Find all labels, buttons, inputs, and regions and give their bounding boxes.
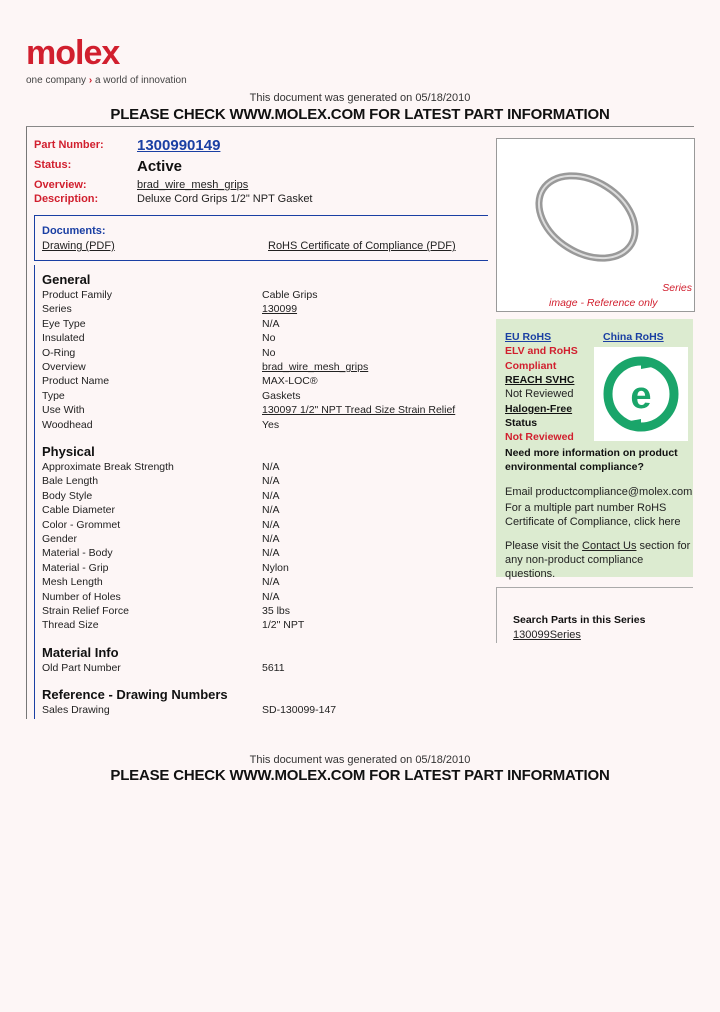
spec-row [42,419,482,433]
molex-logo: molex [26,34,120,72]
spec-key: Sales Drawing [42,704,110,716]
tagline-b: a world of innovation [94,75,187,86]
documents-title: Documents: [42,225,106,237]
halogen-status-label: Status [505,417,538,429]
tagline-arrow-icon: › [88,75,93,86]
search-series-title: Search Parts in this Series [513,614,646,626]
spec-row [42,490,482,504]
spec-value: SD-130099-147 [262,704,337,716]
spec-key: Eye Type [42,317,86,330]
spec-key: Old Part Number [42,662,121,674]
spec-value: Nylon [262,561,289,574]
spec-value: N/A [262,461,280,473]
tagline-a: one company [26,75,87,86]
description-label: Description: [34,193,99,205]
check-banner: PLEASE CHECK WWW.MOLEX.COM FOR LATEST PART INFORMATION [110,106,610,123]
spec-key: Material - Body [42,547,113,560]
top-divider [26,126,694,127]
reference-title: Reference - Drawing Numbers [42,687,228,702]
spec-value: N/A [262,533,280,545]
china-rohs-logo [594,347,688,441]
spec-value: N/A [262,489,280,502]
spec-value: N/A [262,504,280,517]
china-rohs-link[interactable]: China RoHS [603,331,664,343]
spec-value: No [262,332,276,345]
spec-key: Gender [42,533,78,545]
contact-us-link[interactable]: Contact Us [582,540,637,552]
specs-left-rule [34,265,35,719]
tagline [26,75,187,86]
spec-value: Yes [262,418,280,431]
footer-check-banner: PLEASE CHECK WWW.MOLEX.COM FOR LATEST PART INFORMATION [110,767,610,784]
spec-key: Insulated [42,332,85,345]
eu-rohs-link[interactable]: EU RoHS [505,331,552,343]
spec-value: 35 lbs [262,605,291,617]
spec-value: Gaskets [262,389,301,402]
spec-key: Material - Grip [42,561,109,574]
spec-row [42,504,482,518]
visit-text-a: Please visit the [505,540,579,552]
spec-key: Bale Length [42,475,99,488]
contact-us-text [505,539,691,581]
status-label: Status: [34,159,72,171]
halogen-free-link[interactable]: Halogen-Free [505,403,573,415]
spec-value[interactable]: 130097 1/2" NPT Tread Size Strain Relief [262,404,456,417]
spec-row [42,576,482,590]
spec-value: 1/2" NPT [262,619,305,632]
search-series-link[interactable]: 130099Series [513,629,581,641]
spec-row [42,404,482,418]
spec-row [42,605,482,619]
spec-row [42,519,482,533]
footer-generated-date: This document was generated on 05/18/2010 [249,754,471,766]
spec-value: N/A [262,475,280,488]
part-number-link[interactable]: 1300990149 [137,137,221,154]
spec-row [42,332,482,346]
spec-value: N/A [262,547,280,560]
spec-row [42,390,482,404]
image-caption: image - Reference only [549,297,658,309]
spec-row [42,533,482,547]
spec-row [42,361,482,375]
spec-value: 5611 [262,662,285,674]
spec-key: Approximate Break Strength [42,461,174,473]
need-more-info: Need more information on product environmental compliance? [505,447,678,473]
spec-value: Cable Grips [262,289,318,301]
spec-row [42,303,482,317]
visit-text-b: section for any non-product compliance questions. [505,540,691,580]
generated-date: This document was generated on 05/18/2010 [249,92,471,104]
spec-key: Woodhead [42,418,93,431]
spec-key: O-Ring [42,346,76,359]
docs-left-rule [34,215,35,261]
spec-row [42,461,482,475]
china-rohs-e-icon [594,347,688,441]
spec-row [42,547,482,561]
spec-value: MAX-LOC® [262,375,318,388]
drawing-pdf-link[interactable]: Drawing (PDF) [42,240,115,252]
spec-key: Body Style [42,489,93,502]
spec-value: No [262,346,276,359]
description-value: Deluxe Cord Grips 1/2" NPT Gasket [137,193,313,205]
docs-bottom-rule [34,260,488,261]
spec-value: N/A [262,590,280,603]
overview-label: Overview: [34,179,87,191]
search-top-rule [496,587,693,588]
spec-value[interactable]: brad_wire_mesh_grips [262,361,369,373]
spec-key: Cable Diameter [42,504,115,517]
spec-key: Strain Relief Force [42,605,129,617]
overview-link[interactable]: brad_wire_mesh_grips [137,179,249,191]
spec-key: Product Family [42,289,113,301]
spec-row [42,289,482,303]
multiple-part-link[interactable]: For a multiple part number RoHS Certificate of Compliance, click here [505,502,681,528]
spec-row [42,704,482,718]
reach-svhc-link[interactable]: REACH SVHC [505,374,575,386]
spec-value[interactable]: 130099 [262,303,298,316]
docs-top-rule [34,215,488,216]
spec-key: Type [42,389,65,402]
spec-row [42,375,482,389]
rohs-certificate-link[interactable]: RoHS Certificate of Compliance (PDF) [268,240,456,252]
spec-key: Color - Grommet [42,518,121,531]
spec-key: Mesh Length [42,576,103,589]
spec-key: Thread Size [42,619,99,632]
material-info-title: Material Info [42,645,119,660]
spec-row [42,318,482,332]
search-left-rule [496,587,497,643]
product-image-box [496,138,695,312]
spec-key: Series [42,303,72,316]
reach-not-reviewed: Not Reviewed [505,388,574,400]
spec-value: N/A [262,518,280,531]
search-series-box [496,587,693,643]
physical-title: Physical [42,444,95,459]
china-rohs-e-letter: e [630,375,652,417]
spec-key: Overview [42,361,86,373]
status-value: Active [137,158,183,175]
series-label: Series [662,282,692,294]
general-title: General [42,272,91,287]
spec-key: Product Name [42,375,110,388]
elv-rohs: ELV and RoHS [505,345,578,357]
spec-row [42,347,482,361]
spec-row [42,619,482,633]
spec-row [42,475,482,489]
halogen-not-reviewed: Not Reviewed [505,431,574,443]
compliance-email[interactable]: Email productcompliance@molex.com [505,486,693,498]
spec-value: N/A [262,576,280,589]
spec-key: Number of Holes [42,590,121,603]
part-number-label: Part Number: [34,139,104,151]
spec-row [42,591,482,605]
left-border [26,127,27,719]
spec-key: Use With [42,404,85,417]
compliant: Compliant [505,360,557,372]
compliance-panel [496,319,693,580]
spec-value: N/A [262,317,280,330]
spec-row [42,662,482,676]
spec-row [42,562,482,576]
